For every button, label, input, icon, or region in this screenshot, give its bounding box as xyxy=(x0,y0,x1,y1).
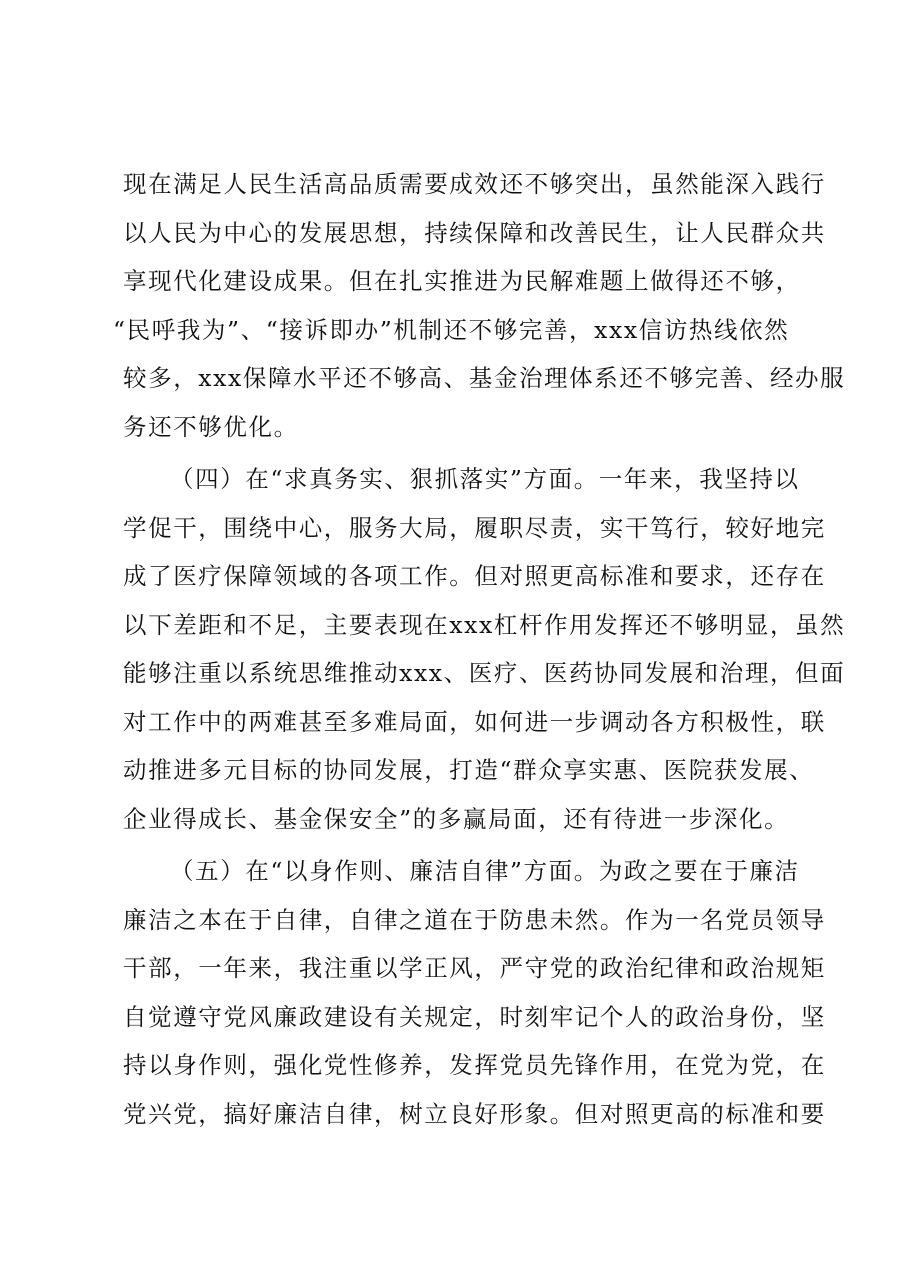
text-line: 享现代化建设成果。但在扎实推进为民解难题上做得还不够， xyxy=(123,267,801,295)
text-line: （四）在“求真务实、狠抓落实”方面。一年来，我坚持以 xyxy=(170,465,800,493)
text-line: 动推进多元目标的协同发展，打造“群众享实惠、医院获发展、 xyxy=(123,756,815,784)
text-line: 企业得成长、基金保安全”的多赢局面，还有待进一步深化。 xyxy=(123,804,790,833)
text-line: 以下差距和不足，主要表现在xxx杠杆作用发挥还不够明显，虽然 xyxy=(123,610,846,639)
text-line: 自觉遵守党风廉政建设有关规定，时刻牢记个人的政治身份，坚 xyxy=(123,1002,826,1031)
text-line: 党兴党，搞好廉洁自律，树立良好形象。但对照更高的标准和要 xyxy=(123,1099,826,1128)
text-line: 持以身作则，强化党性修养，发挥党员先锋作用，在党为党，在 xyxy=(123,1051,826,1079)
text-line: “民呼我为”、“接诉即办”机制还不够完善，xxx信访热线依然 xyxy=(113,315,790,344)
text-line: 成了医疗保障领域的各项工作。但对照更高标准和要求，还存在 xyxy=(123,562,826,590)
paragraph-section-four xyxy=(123,455,846,843)
text-line: 对工作中的两难甚至多难局面，如何进一步调动各方积极性，联 xyxy=(123,707,826,736)
text-line: 能够注重以系统思维推动xxx、医疗、医药协同发展和治理，但面 xyxy=(123,659,846,687)
text-line: 干部，一年来，我注重以学正风，严守党的政治纪律和政治规矩 xyxy=(123,954,826,982)
text-line: 学促干，围绕中心，服务大局，履职尽责，实干笃行，较好地完 xyxy=(123,513,826,542)
text-line: 现在满足人民生活高品质需要成效还不够突出，虽然能深入践行 xyxy=(123,170,826,198)
text-line: （五）在“以身作则、廉洁自律”方面。为政之要在于廉洁 xyxy=(170,857,800,885)
text-line: 廉洁之本在于自律，自律之道在于防患未然。作为一名党员领导 xyxy=(123,905,826,934)
document-body xyxy=(113,160,846,1138)
text-line: 较多，xxx保障水平还不够高、基金治理体系还不够完善、经办服 xyxy=(123,364,846,392)
paragraph-section-five xyxy=(123,847,826,1138)
text-line: 以人民为中心的发展思想，持续保障和改善民生，让人民群众共 xyxy=(123,218,826,247)
paragraph-people-livelihood xyxy=(113,160,846,451)
text-line: 务还不够优化。 xyxy=(123,412,299,441)
